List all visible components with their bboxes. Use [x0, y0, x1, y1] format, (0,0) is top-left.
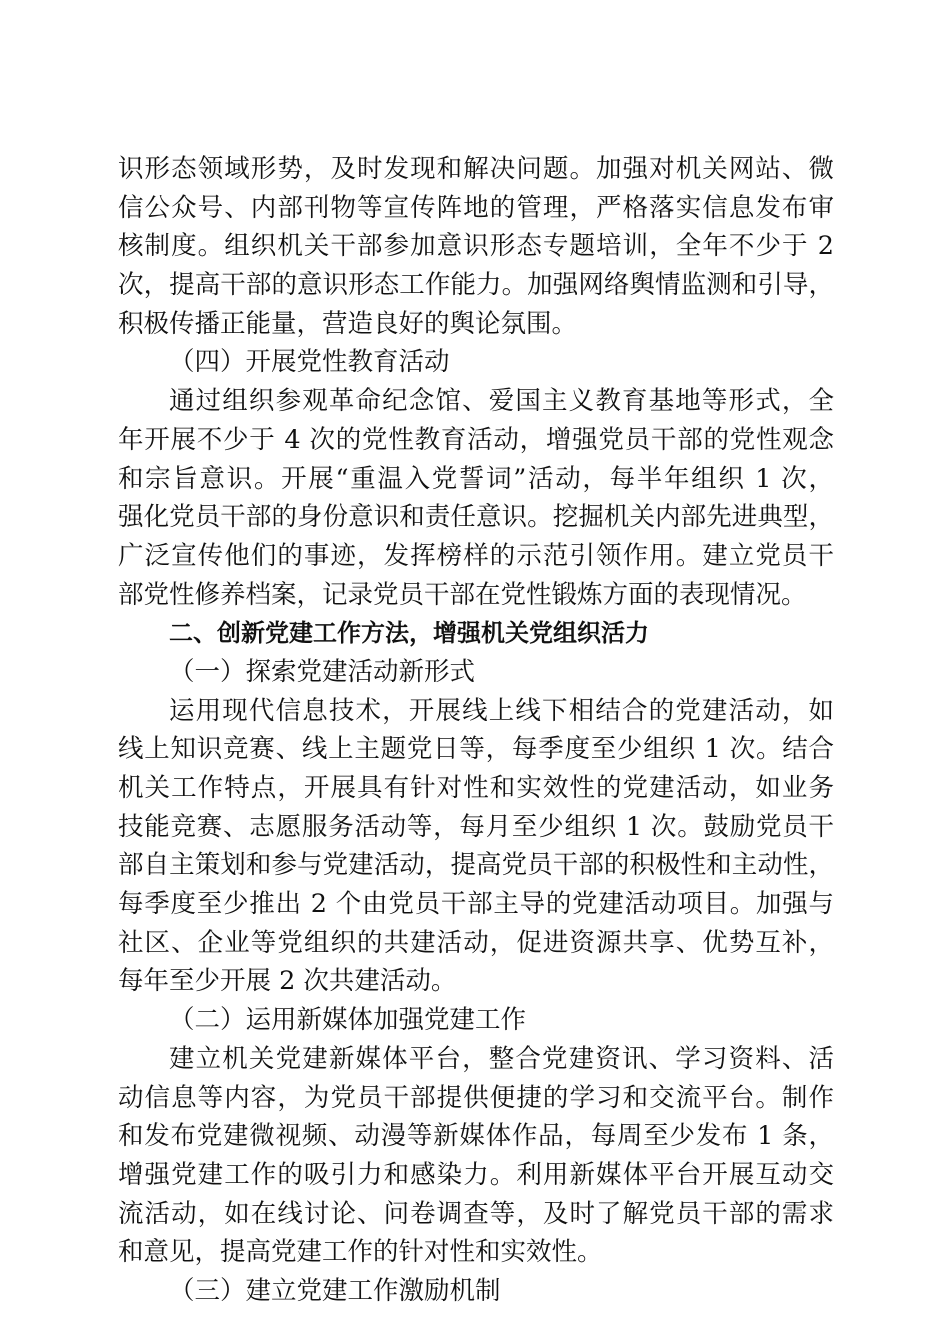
- section-heading: （二）运用新媒体加强党建工作: [169, 1005, 527, 1036]
- text-line: 信公众号、内部刊物等宣传阵地的管理，严格落实信息发布审: [118, 192, 834, 223]
- text-line: 线上知识竞赛、线上主题党日等，每季度至少组织 1 次。结合: [118, 734, 834, 765]
- text-line: 次，提高干部的意识形态工作能力。加强网络舆情监测和引导，: [118, 270, 834, 301]
- text-line: 核制度。组织机关干部参加意识形态专题培训，全年不少于 2: [118, 231, 834, 262]
- text-line: 积极传播正能量，营造良好的舆论氛围。: [118, 308, 578, 339]
- text-line: 每年至少开展 2 次共建活动。: [118, 966, 457, 997]
- body-paragraph: [118, 1040, 834, 1272]
- text-line: 强化党员干部的身份意识和责任意识。挖掘机关内部先进典型，: [118, 502, 834, 533]
- text-line: 部自主策划和参与党建活动，提高党员干部的积极性和主动性，: [118, 850, 834, 881]
- body-paragraph: [118, 382, 834, 614]
- text-line: 社区、企业等党组织的共建活动，促进资源共享、优势互补，: [118, 927, 834, 958]
- document-page: [118, 150, 834, 1311]
- text-line: 和意见，提高党建工作的针对性和实效性。: [118, 1237, 603, 1268]
- section-heading: （四）开展党性教育活动: [169, 347, 450, 378]
- text-line: 每季度至少推出 2 个由党员干部主导的党建活动项目。加强与: [118, 889, 834, 920]
- text-line: 通过组织参观革命纪念馆、爱国主义教育基地等形式，全: [169, 386, 834, 417]
- text-line: 部党性修养档案，记录党员干部在党性锻炼方面的表现情况。: [118, 579, 807, 610]
- text-line: 和发布党建微视频、动漫等新媒体作品，每周至少发布 1 条，: [118, 1121, 834, 1152]
- text-line: 建立机关党建新媒体平台，整合党建资讯、学习资料、活: [169, 1043, 834, 1074]
- text-line: 广泛宣传他们的事迹，发挥榜样的示范引领作用。建立党员干: [118, 540, 834, 571]
- text-line: 技能竞赛、志愿服务活动等，每月至少组织 1 次。鼓励党员干: [118, 811, 834, 842]
- chapter-heading: 二、创新党建工作方法，增强机关党组织活力: [169, 619, 649, 648]
- text-line: 流活动，如在线讨论、问卷调查等，及时了解党员干部的需求: [118, 1198, 834, 1229]
- text-line: 识形态领域形势，及时发现和解决问题。加强对机关网站、微: [118, 154, 834, 184]
- body-paragraph: [118, 692, 834, 1002]
- text-line: 年开展不少于 4 次的党性教育活动，增强党员干部的党性观念: [118, 424, 834, 455]
- text-line: 和宗旨意识。开展“重温入党誓词”活动，每半年组织 1 次，: [118, 463, 834, 494]
- text-line: 机关工作特点，开展具有针对性和实效性的党建活动，如业务: [118, 773, 834, 803]
- section-heading: （一）探索党建活动新形式: [169, 656, 476, 687]
- text-line: 增强党建工作的吸引力和感染力。利用新媒体平台开展互动交: [118, 1159, 834, 1190]
- section-heading: （三）建立党建工作激励机制: [169, 1275, 501, 1306]
- body-paragraph: [118, 150, 834, 343]
- text-line: 运用现代信息技术，开展线上线下相结合的党建活动，如: [169, 695, 834, 726]
- text-line: 动信息等内容，为党员干部提供便捷的学习和交流平台。制作: [118, 1082, 834, 1113]
